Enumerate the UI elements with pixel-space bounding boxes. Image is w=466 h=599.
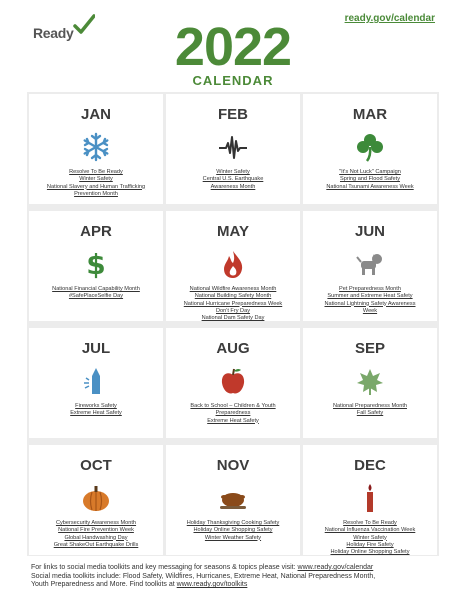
- footer-calendar-link[interactable]: www.ready.gov/calendar: [297, 564, 374, 571]
- snowflake-icon: [81, 132, 111, 162]
- svg-text:$: $: [86, 249, 106, 279]
- event-link[interactable]: Back to School – Children & Youth: [190, 403, 276, 409]
- event-link[interactable]: National Lightning Safety Awareness: [324, 300, 416, 307]
- event-link[interactable]: National Influenza Vaccination Week: [324, 527, 416, 534]
- month-name: SEP: [354, 340, 385, 357]
- event-link[interactable]: Holiday Online Shopping Safety: [330, 549, 410, 556]
- event-link[interactable]: National Preparedness Month: [332, 403, 407, 409]
- event-link[interactable]: Holiday Online Shopping Safety: [193, 527, 273, 534]
- pumpkin-icon: [81, 483, 111, 513]
- event-link[interactable]: Global Handwashing Day: [64, 534, 128, 541]
- event-link[interactable]: #SafePlaceSelfie Day: [68, 293, 124, 300]
- calendar-link[interactable]: ready.gov/calendar: [344, 13, 435, 24]
- event-link[interactable]: National Slavery and Human Trafficking: [46, 183, 146, 190]
- event-link[interactable]: Resolve To Be Ready: [69, 169, 123, 175]
- event-link[interactable]: Don't Fry Day: [215, 307, 251, 314]
- month-card-apr: [29, 211, 163, 321]
- firework-icon: [81, 366, 111, 396]
- month-name: JUN: [354, 223, 385, 240]
- event-link[interactable]: Resolve To Be Ready: [343, 520, 397, 526]
- event-link[interactable]: National Financial Capability Month: [52, 286, 140, 292]
- dollar-icon: [81, 249, 111, 279]
- seismograph-icon: [218, 132, 248, 162]
- leaf-icon: [355, 366, 385, 396]
- event-link[interactable]: Fall Safety: [356, 410, 384, 417]
- footer-toolkits-link[interactable]: www.ready.gov/toolkits: [176, 581, 248, 589]
- month-card-feb: [166, 94, 300, 204]
- page-title-year: 2022: [174, 17, 292, 77]
- month-name: DEC: [354, 457, 386, 474]
- month-name: OCT: [80, 457, 112, 474]
- month-card-sep: [303, 328, 437, 438]
- month-name: JAN: [80, 106, 111, 123]
- footer-note: [31, 564, 441, 590]
- month-name: JUL: [81, 340, 111, 357]
- apple-icon: [218, 366, 248, 396]
- event-link[interactable]: Great ShakeOut Earthquake Drills: [53, 541, 139, 548]
- event-link[interactable]: Pet Preparedness Month: [339, 286, 401, 292]
- event-link[interactable]: Week: [362, 307, 378, 314]
- event-link[interactable]: Spring and Flood Safety: [339, 176, 400, 183]
- month-card-oct: [29, 445, 163, 555]
- event-link[interactable]: Fireworks Safety: [75, 403, 117, 409]
- event-link[interactable]: Winter Weather Safety: [204, 534, 262, 541]
- event-link[interactable]: Central U.S. Earthquake: [202, 176, 264, 183]
- month-card-jun: [303, 211, 437, 321]
- month-card-aug: [166, 328, 300, 438]
- month-card-jul: [29, 328, 163, 438]
- event-link[interactable]: Summer and Extreme Heat Safety: [327, 293, 413, 300]
- month-card-dec: [303, 445, 437, 555]
- event-link[interactable]: "It's Not Luck" Campaign: [339, 169, 401, 175]
- event-link[interactable]: National Fire Prevention Week: [58, 527, 134, 534]
- event-link[interactable]: Holiday Fire Safety: [346, 541, 394, 548]
- event-link[interactable]: Holiday Thanksgiving Cooking Safety: [186, 520, 280, 526]
- event-link[interactable]: National Tsunami Awareness Week: [326, 183, 414, 190]
- footer-line2: Social media toolkits include: Flood Safety, Wildfires, Hurricanes, Extreme Heat, National Preparedness Month,: [31, 572, 376, 580]
- flame-icon: [218, 249, 248, 279]
- event-link[interactable]: National Wildfire Awareness Month: [189, 286, 277, 292]
- candle-icon: [355, 483, 385, 513]
- month-name: MAY: [217, 223, 249, 240]
- month-card-may: [166, 211, 300, 321]
- page-subtitle: CALENDAR: [192, 73, 274, 88]
- month-name: FEB: [218, 106, 248, 123]
- event-link[interactable]: Winter Safety: [353, 534, 387, 541]
- footer-line3: Youth Preparedness and More. Find toolkits at: [31, 581, 177, 589]
- month-card-mar: [303, 94, 437, 204]
- logo-text: Ready: [33, 25, 74, 41]
- event-link[interactable]: Prevention Month: [74, 190, 118, 197]
- event-link[interactable]: Winter Safety: [79, 176, 113, 183]
- month-name: APR: [80, 223, 112, 240]
- event-link[interactable]: Extreme Heat Safety: [70, 410, 122, 417]
- month-name: MAR: [352, 106, 388, 123]
- shamrock-icon: [355, 132, 385, 162]
- event-link[interactable]: Winter Safety: [216, 169, 250, 175]
- footer-line1: For links to social media toolkits and key messaging for seasons & topics please visit:: [31, 564, 298, 571]
- dog-icon: [355, 249, 385, 279]
- event-link[interactable]: National Building Safety Month: [194, 293, 272, 300]
- month-card-nov: [166, 445, 300, 555]
- event-link[interactable]: National Hurricane Preparedness Week: [183, 300, 283, 307]
- month-name: NOV: [216, 457, 250, 474]
- month-card-jan: [29, 94, 163, 204]
- event-link[interactable]: National Dam Safety Day: [201, 315, 265, 322]
- event-link[interactable]: Cybersecurity Awareness Month: [55, 520, 137, 526]
- event-link[interactable]: Awareness Month: [210, 183, 256, 190]
- turkey-icon: [218, 483, 248, 513]
- event-link[interactable]: Preparedness: [215, 410, 251, 417]
- month-name: AUG: [216, 340, 250, 357]
- event-link[interactable]: Extreme Heat Safety: [207, 417, 259, 424]
